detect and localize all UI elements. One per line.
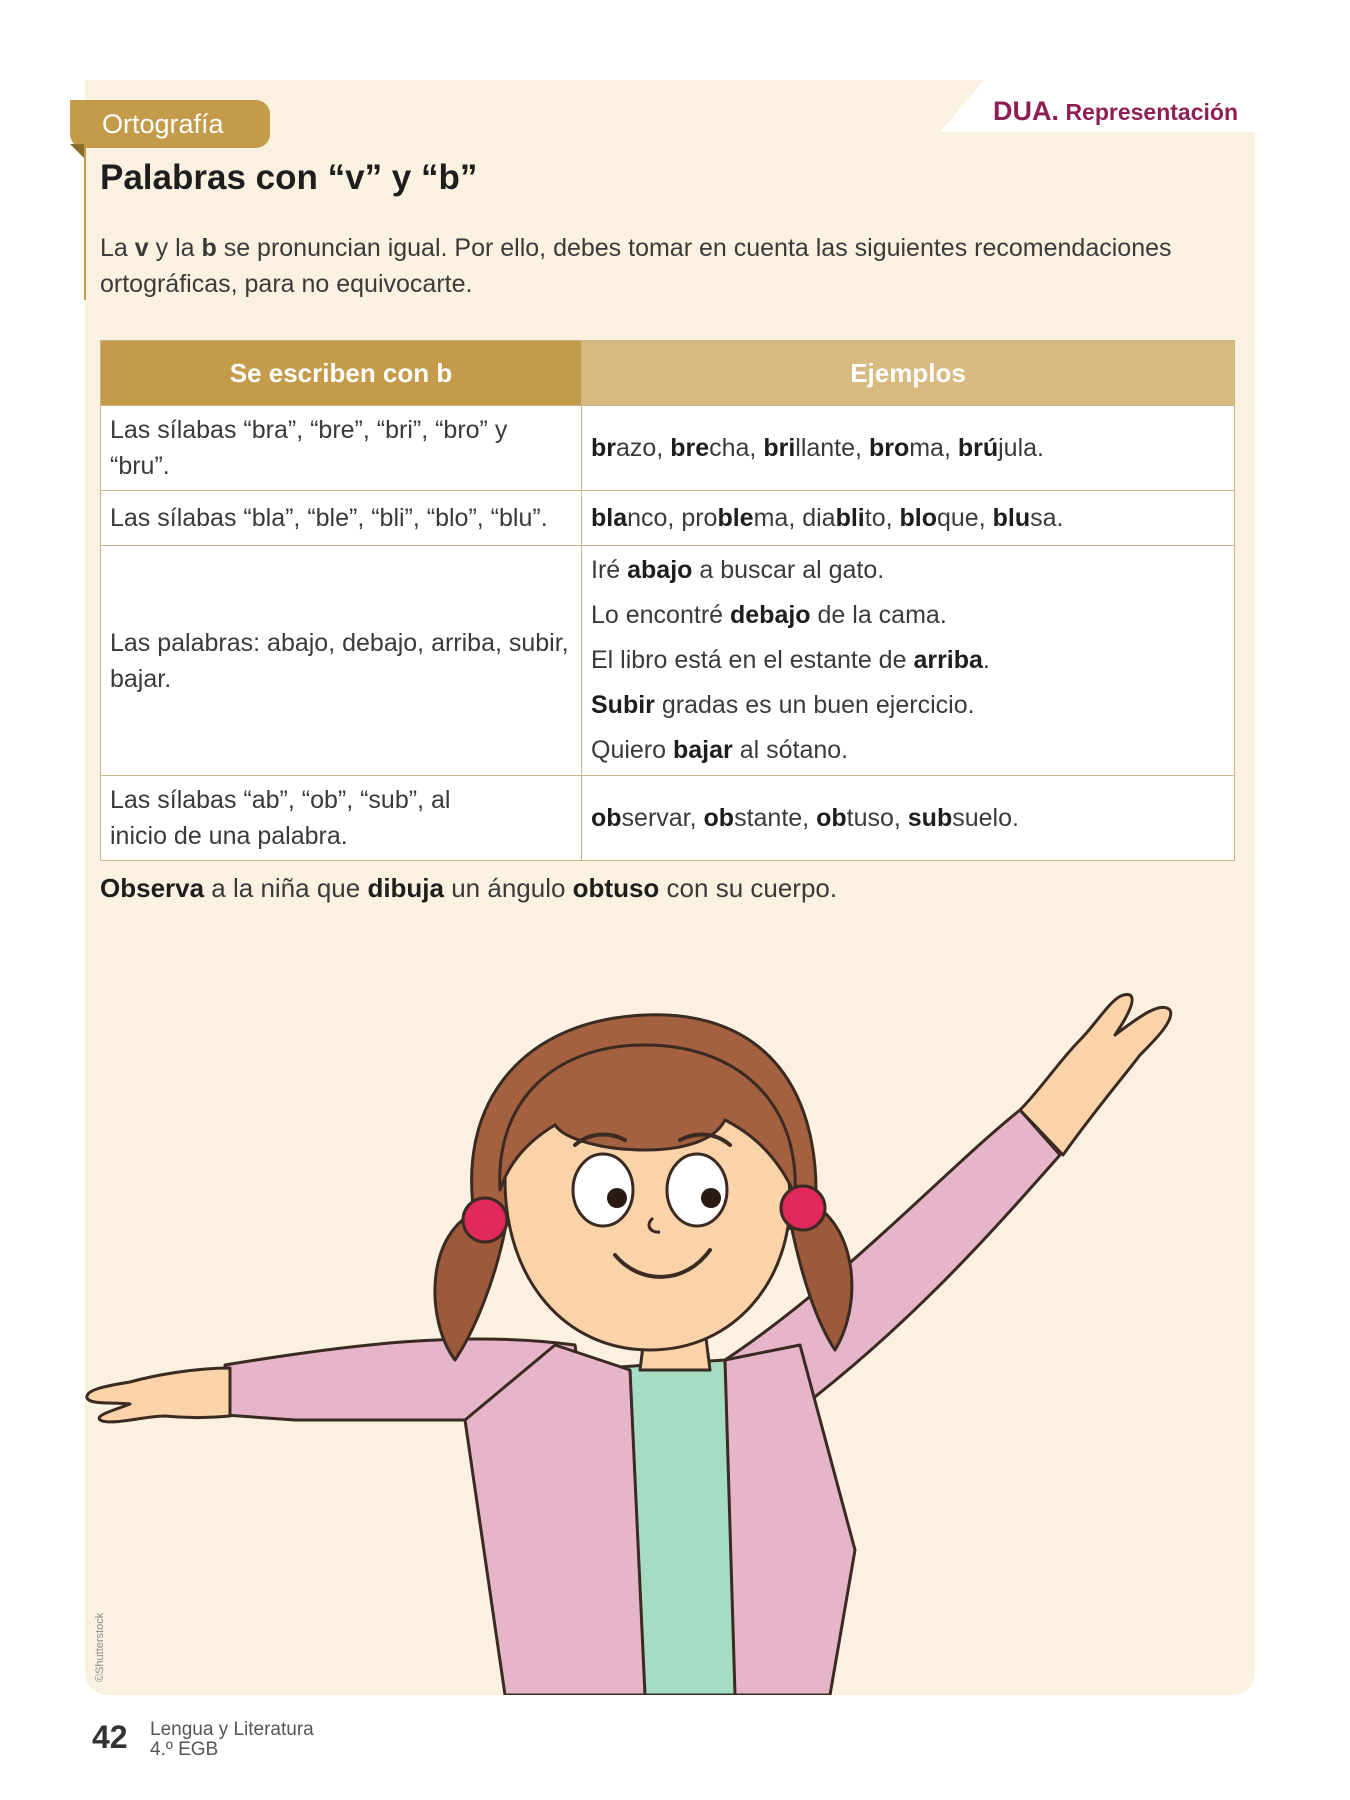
right-eye xyxy=(667,1154,727,1226)
rule-cell: Las sílabas “bla”, “ble”, “bli”, “blo”, “blu”. xyxy=(101,491,582,546)
observe-instruction: Observa a la niña que dibuja un ángulo obtuso con su cuerpo. xyxy=(100,873,838,903)
image-credit: ©Shutterstock xyxy=(94,1612,106,1682)
left-eye xyxy=(573,1154,633,1226)
examples-cell xyxy=(582,546,1235,776)
example-sentence: Subir gradas es un buen ejercicio. xyxy=(591,691,975,719)
spelling-rules-table xyxy=(100,340,1235,861)
jacket-right xyxy=(725,1345,855,1695)
left-scrunchie xyxy=(463,1198,507,1242)
examples-cell: brazo, brecha, brillante, broma, brújula. xyxy=(582,406,1235,491)
right-pupil xyxy=(701,1188,721,1208)
examples-cell: blanco, problema, diablito, bloque, blusa. xyxy=(582,491,1235,546)
page-title: Palabras con “v” y “b” xyxy=(100,158,478,197)
left-pupil xyxy=(607,1188,627,1208)
left-hand xyxy=(87,1368,230,1422)
example-sentence: Lo encontré debajo de la cama. xyxy=(591,601,947,629)
table-row xyxy=(101,776,1235,861)
footer-subject xyxy=(150,1720,314,1760)
example-sentence: Quiero bajar al sótano. xyxy=(591,736,849,764)
intro-paragraph: La v y la b se pronuncian igual. Por ello, debes tomar en cuenta las siguientes recomendaciones ortográficas, para no equivocarte. xyxy=(100,234,1172,298)
panel-edge-line xyxy=(84,140,86,300)
examples-cell: observar, obstante, obtuso, subsuelo. xyxy=(582,776,1235,861)
girl-illustration xyxy=(85,950,1255,1695)
subject-name: Lengua y Literatura xyxy=(150,1719,314,1740)
example-sentence: Iré abajo a buscar al gato. xyxy=(591,556,885,584)
table-row xyxy=(101,406,1235,491)
right-scrunchie xyxy=(781,1186,825,1230)
rule-cell: Las sílabas “ab”, “ob”, “sub”, al inicio de una palabra. xyxy=(101,776,582,861)
table-row xyxy=(101,491,1235,546)
table-header-row xyxy=(101,341,1235,406)
header-examples: Ejemplos xyxy=(582,341,1235,406)
rule-cell: Las palabras: abajo, debajo, arriba, subir, bajar. xyxy=(101,546,582,776)
rule-cell: Las sílabas “bra”, “bre”, “bri”, “bro” y “bru”. xyxy=(101,406,582,491)
example-sentence: El libro está en el estante de arriba. xyxy=(591,646,990,674)
header-rule: Se escriben con b xyxy=(101,341,582,406)
jacket-left xyxy=(465,1345,645,1695)
table-row xyxy=(101,546,1235,776)
dua-label: DUA. Representación xyxy=(993,96,1238,126)
grade-label: 4.º EGB xyxy=(150,1739,219,1760)
section-tag: Ortografía xyxy=(70,100,270,148)
page-number: 42 xyxy=(92,1719,128,1755)
right-hand xyxy=(1020,994,1171,1155)
